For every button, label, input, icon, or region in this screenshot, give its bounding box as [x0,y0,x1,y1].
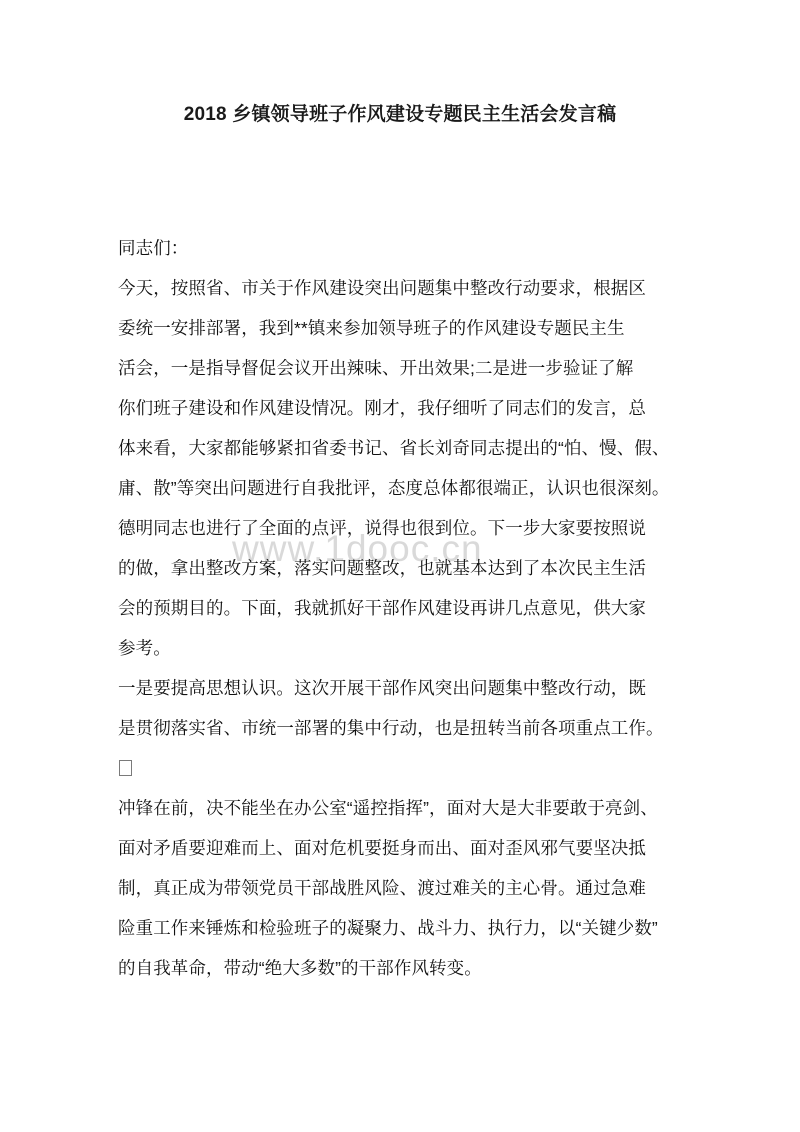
page-title: 2018 乡镇领导班子作风建设专题民主生活会发言稿 [183,104,617,125]
body-line: 制，真正成为带领党员干部战胜风险、渡过难关的主心骨。通过急难 [118,878,646,898]
body-line: 面对矛盾要迎难而上、面对危机要挺身而出、面对歪风邪气要坚决抵 [118,838,646,858]
body-line: 活会，一是指导督促会议开出辣味、开出效果;二是进一步验证了解 [118,358,634,378]
body-line: 一是要提高思想认识。这次开展干部作风突出问题集中整改行动，既 [118,678,646,698]
body-line: 参考。 [118,638,171,658]
body-line: 的自我革命，带动“绝大多数”的干部作风转变。 [118,958,482,978]
body-line: 你们班子建设和作风建设情况。刚才，我仔细听了同志们的发言，总 [118,398,646,418]
body-line: 德明同志也进行了全面的点评，说得也很到位。下一步大家要按照说 [118,518,646,538]
document-body [118,228,684,988]
body-line: 委统一安排部署，我到**镇来参加领导班子的作风建设专题民主生 [118,318,625,338]
body-line: 今天，按照省、市关于作风建设突出问题集中整改行动要求，根据区 [118,278,646,298]
missing-glyph-placeholder [118,748,684,788]
body-line: 险重工作来锤炼和检验班子的凝聚力、战斗力、执行力，以“关键少数” [118,918,658,938]
body-line: 的做，拿出整改方案，落实问题整改，也就基本达到了本次民主生活 [118,558,646,578]
body-line: 是贯彻落实省、市统一部署的集中行动，也是扭转当前各项重点工作。 [118,718,664,738]
body-line: 同志们： [118,238,189,258]
body-line: 会的预期目的。下面，我就抓好干部作风建设再讲几点意见，供大家 [118,598,646,618]
body-line: 庸、散”等突出问题进行自我批评，态度总体都很端正，认识也很深刻。 [118,478,670,498]
body-line: 冲锋在前，决不能坐在办公室“遥控指挥”，面对大是大非要敢于亮剑、 [118,798,658,818]
watermark: www.1dooc.cn [232,528,483,569]
body-line: 体来看，大家都能够紧扣省委书记、省长刘奇同志提出的“怕、慢、假、 [118,438,670,458]
